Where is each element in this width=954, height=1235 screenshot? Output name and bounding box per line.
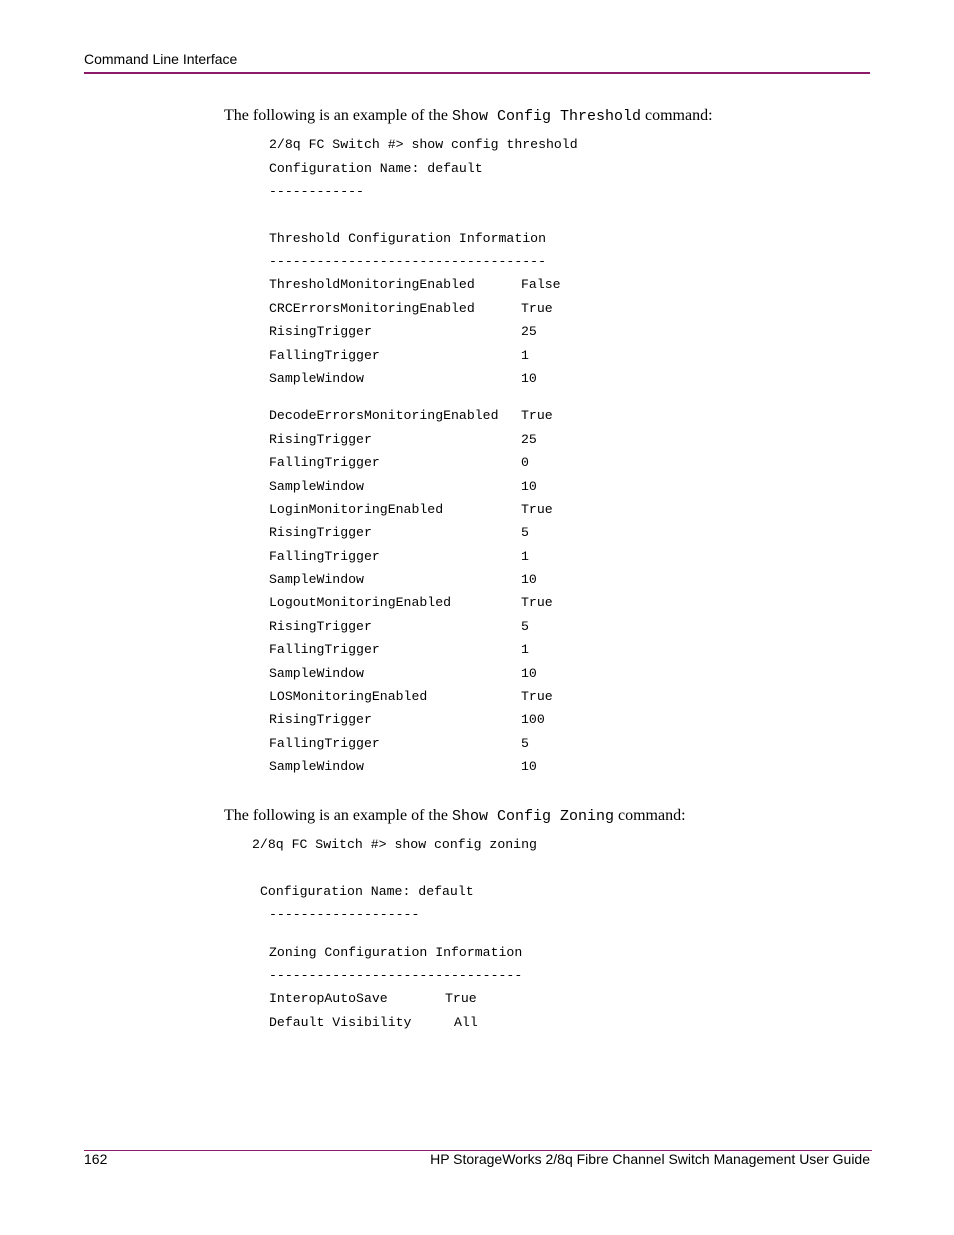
zoning-prompt: 2/8q FC Switch #> show config zoning (252, 837, 537, 852)
running-header: Command Line Interface (84, 51, 238, 67)
threshold-row (269, 455, 529, 471)
threshold-value: 10 (521, 479, 537, 494)
threshold-key: RisingTrigger (269, 432, 372, 447)
threshold-config-rule: ------------ (269, 184, 364, 199)
threshold-key: FallingTrigger (269, 642, 380, 657)
threshold-value: 5 (521, 736, 529, 751)
threshold-value: 25 (521, 324, 537, 339)
threshold-prompt: 2/8q FC Switch #> show config threshold (269, 137, 578, 152)
threshold-intro-before: The following is an example of the (224, 107, 452, 124)
threshold-value: 10 (521, 572, 537, 587)
threshold-key: RisingTrigger (269, 324, 372, 339)
threshold-row (269, 301, 553, 317)
threshold-value: 1 (521, 348, 529, 363)
zoning-intro-after: command: (613, 807, 686, 824)
threshold-value: 25 (521, 432, 537, 447)
threshold-row (269, 432, 537, 448)
threshold-key: SampleWindow (269, 371, 364, 386)
threshold-value: 1 (521, 642, 529, 657)
zoning-info-title: Zoning Configuration Information (269, 945, 523, 960)
threshold-intro (224, 107, 713, 125)
threshold-value: True (521, 502, 553, 517)
zoning-key: Default Visibility (269, 1015, 412, 1030)
zoning-command: Show Config Zoning (451, 808, 614, 825)
threshold-row (269, 759, 537, 775)
zoning-intro-before: The following is an example of the (224, 807, 452, 824)
threshold-row (269, 348, 529, 364)
threshold-row (269, 572, 537, 588)
threshold-row (269, 549, 529, 565)
zoning-row (269, 991, 477, 1007)
header-divider (84, 72, 870, 74)
zoning-config-rule: ------------------- (269, 907, 420, 922)
threshold-row (269, 525, 529, 541)
threshold-row (269, 502, 553, 518)
threshold-key: FallingTrigger (269, 455, 380, 470)
threshold-row (269, 712, 545, 728)
threshold-value: 10 (521, 371, 537, 386)
threshold-value: True (521, 408, 553, 423)
threshold-value: False (521, 277, 561, 292)
threshold-value: 0 (521, 455, 529, 470)
threshold-key: FallingTrigger (269, 736, 380, 751)
threshold-row (269, 689, 553, 705)
threshold-row (269, 277, 561, 293)
threshold-row (269, 324, 537, 340)
threshold-row (269, 736, 529, 752)
threshold-value: True (521, 301, 553, 316)
threshold-key: LogoutMonitoringEnabled (269, 595, 452, 610)
threshold-key: FallingTrigger (269, 549, 380, 564)
threshold-row (269, 642, 529, 658)
zoning-value: True (445, 991, 477, 1006)
threshold-key: RisingTrigger (269, 525, 372, 540)
threshold-info-rule: ----------------------------------- (269, 254, 546, 269)
threshold-key: ThresholdMonitoringEnabled (269, 277, 475, 292)
zoning-row (269, 1015, 478, 1031)
threshold-row (269, 479, 537, 495)
threshold-key: SampleWindow (269, 479, 364, 494)
book-title: HP StorageWorks 2/8q Fibre Channel Switch Management User Guide (430, 1151, 870, 1167)
zoning-intro (224, 807, 686, 825)
threshold-row (269, 595, 553, 611)
threshold-value: True (521, 689, 553, 704)
threshold-key: LOSMonitoringEnabled (269, 689, 428, 704)
threshold-command: Show Config Threshold (451, 108, 641, 125)
threshold-key: SampleWindow (269, 572, 364, 587)
page-number: 162 (84, 1151, 108, 1167)
threshold-key: DecodeErrorsMonitoringEnabled (269, 408, 499, 423)
threshold-info-title: Threshold Configuration Information (269, 231, 546, 246)
threshold-value: 5 (521, 525, 529, 540)
threshold-row (269, 371, 537, 387)
zoning-info-rule: -------------------------------- (269, 968, 523, 983)
threshold-key: LoginMonitoringEnabled (269, 502, 444, 517)
threshold-key: SampleWindow (269, 759, 364, 774)
threshold-value: 10 (521, 759, 537, 774)
threshold-config-name: Configuration Name: default (269, 161, 483, 176)
threshold-row (269, 408, 553, 424)
threshold-key: RisingTrigger (269, 619, 372, 634)
threshold-value: 1 (521, 549, 529, 564)
zoning-config-name: Configuration Name: default (260, 884, 474, 899)
threshold-row (269, 666, 537, 682)
threshold-value: 100 (521, 712, 545, 727)
zoning-value: All (454, 1015, 478, 1030)
threshold-value: 10 (521, 666, 537, 681)
threshold-value: True (521, 595, 553, 610)
threshold-key: FallingTrigger (269, 348, 380, 363)
threshold-key: SampleWindow (269, 666, 364, 681)
threshold-key: RisingTrigger (269, 712, 372, 727)
threshold-intro-after: command: (640, 107, 713, 124)
zoning-key: InteropAutoSave (269, 991, 388, 1006)
threshold-key: CRCErrorsMonitoringEnabled (269, 301, 475, 316)
threshold-value: 5 (521, 619, 529, 634)
threshold-row (269, 619, 529, 635)
